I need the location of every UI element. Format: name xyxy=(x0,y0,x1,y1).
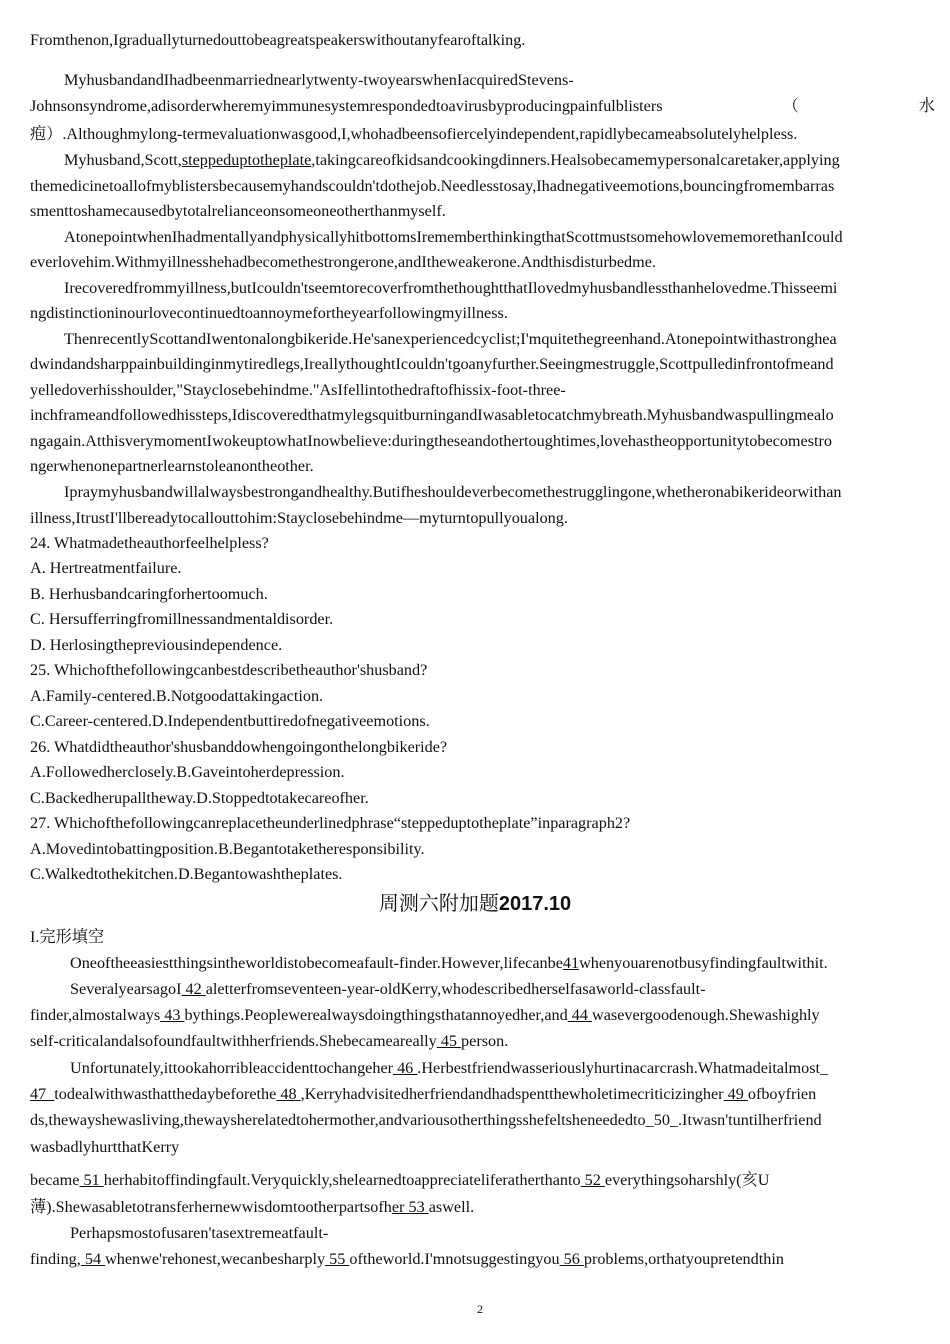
text-line: inchframeandfollowedhissteps,IdiscoveredthatmylegsquitburningandIwasabletocatchmybreath.Myhusbandwaspullingmealo xyxy=(30,406,834,424)
text-segment: .Herbestfriendwasseriouslyhurtinacarcrash.Whatmadeitalmost_ xyxy=(417,1059,829,1077)
question-27: 27. Whichofthefollowingcanreplacetheunderlinedphrase“steppeduptotheplate”inparagraph2? xyxy=(30,814,631,832)
text-line: themedicinetoallofmyblistersbecausemyhandscouldn'tdothejob.Needlesstosay,Ihadnegativeemotions,bouncingfromembarras xyxy=(30,177,835,195)
text-line: ngagain.AtthisverymomentIwokeuptowhatInowbelieve:duringtheseandothertoughtimes,lovehastheopportunitytobecomestro xyxy=(30,432,832,450)
blank-44: 44 xyxy=(567,1006,593,1024)
section-label: I.完形填空 xyxy=(30,928,105,946)
text-segment: person. xyxy=(461,1032,509,1050)
blank-54: 54 xyxy=(80,1250,106,1268)
section-heading xyxy=(0,891,950,919)
heading-text: 周测六附加题 xyxy=(378,893,499,915)
page-number: 2 xyxy=(477,1302,483,1316)
text-line xyxy=(30,1249,935,1271)
text-line: 疱）.Althoughmylong-termevaluationwasgood,I,whohadbeensofiercelyindependent,rapidlybecameabsolutelyhelpless. xyxy=(30,125,798,143)
text-line: ThenrecentlyScottandIwentonalongbikeride.He'sanexperiencedcyclist;I'mquitethegreenhand.Atonepointwithastronghea xyxy=(64,330,837,348)
text-segment: wasevergoodenough.Shewashighly xyxy=(592,1006,820,1024)
text-line: dwindandsharppainbuildinginmytiredlegs,IreallythoughtIcouldn'tgoanyfurther.Seeingmestruggle,Scottpulledinfrontofmeand xyxy=(30,355,834,373)
text-line xyxy=(30,96,935,118)
option-24-a: A. Hertreatmentfailure. xyxy=(30,559,182,577)
text-line: wasbadlyhurtthatKerry xyxy=(30,1138,180,1156)
blank-42: 42 xyxy=(181,980,206,998)
text-segment: everythingsoharshly(亥U xyxy=(604,1171,770,1189)
text-line: ngerwhenonepartnerlearnstoleanontheother. xyxy=(30,457,314,475)
options-27-ab: A.Movedintobattingposition.B.Begantotaketheresponsibility. xyxy=(30,840,425,858)
text-segment: self-criticalandalsofoundfaultwithherfriends.Shebecameareally xyxy=(30,1032,437,1050)
blank-43: 43 xyxy=(160,1006,185,1024)
blank-45: 45 xyxy=(436,1032,462,1050)
text-segment: ,Kerryhadvisitedherfriendandhadspentthewholetimecriticizingher xyxy=(300,1085,724,1103)
options-25-ab: A.Family-centered.B.Notgoodattakingaction. xyxy=(30,687,324,705)
text-segment: finding, xyxy=(30,1250,81,1268)
text-line: ngdistinctioninourlovecontinuedtoannoymefortheyearfollowingmyillness. xyxy=(30,304,508,322)
question-24: 24. Whatmadetheauthorfeelhelpless? xyxy=(30,534,269,552)
option-24-b: B. Herhusbandcaringforhertoomuch. xyxy=(30,585,268,603)
text-line xyxy=(70,953,935,975)
blank-47: 47_ xyxy=(30,1085,55,1103)
text-segment: 薄).Shewasabletotransferhernewwisdomtootherpartsofh xyxy=(30,1198,392,1216)
text-line: Fromthenon,Igraduallyturnedouttobeagreatspeakerswithoutanyfearoftalking. xyxy=(30,31,526,49)
text-line xyxy=(30,1005,935,1027)
blank-51: 51 xyxy=(79,1171,104,1189)
text-segment: ofboyfrien xyxy=(747,1085,817,1103)
text-segment: whenwe'rehonest,wecanbesharply xyxy=(105,1250,326,1268)
text-line xyxy=(30,1031,935,1053)
text-segment: oftheworld.I'mnotsuggestingyou xyxy=(349,1250,560,1268)
blank-46: 46 xyxy=(393,1059,418,1077)
option-24-d: D. Herlosingthepreviousindependence. xyxy=(30,636,283,654)
text-segment: SeveralyearsagoI xyxy=(70,980,182,998)
options-27-cd: C.Walkedtothekitchen.D.Begantowashtheplates. xyxy=(30,865,343,883)
text-segment: aswell. xyxy=(428,1198,475,1216)
text-line: AtonepointwhenIhadmentallyandphysicallyhitbottomsIrememberthinkingthatScottmustsomehowlovememorethanIcould xyxy=(64,228,843,246)
blank-49: 49 xyxy=(723,1085,748,1103)
question-25: 25. Whichofthefollowingcanbestdescribetheauthor'shusband? xyxy=(30,661,428,679)
text-segment: Unfortunately,ittookahorribleaccidenttochangeher xyxy=(70,1059,394,1077)
blank-55: 55 xyxy=(325,1250,350,1268)
text-segment: herhabitoffindingfault.Veryquickly,shelearnedtoappreciateliferatherthanto xyxy=(103,1171,581,1189)
text-line xyxy=(30,1084,935,1106)
option-24-c: C. Hersufferringfromillnessandmentaldisorder. xyxy=(30,610,334,628)
text-segment: todealwithwasthatthedaybeforethe xyxy=(54,1085,277,1103)
options-26-cd: C.Backedherupalltheway.D.Stoppedtotakecareofher. xyxy=(30,789,369,807)
text-segment: finder,almostalways xyxy=(30,1006,161,1024)
text-line: yelledoverhisshoulder,"Stayclosebehindme."AsIfellintothedraftofhissix-foot-three- xyxy=(30,381,566,399)
blank-53: er 53 xyxy=(391,1198,429,1216)
text-segment: bythings.Peoplewerealwaysdoingthingsthatannoyedher,and xyxy=(184,1006,568,1024)
blank-56: 56 xyxy=(559,1250,584,1268)
text-line: Perhapsmostofusaren'tasextremeatfault- xyxy=(70,1224,329,1242)
text-segment: became xyxy=(30,1171,80,1189)
options-25-cd: C.Career-centered.D.Independentbuttiredofnegativeemotions. xyxy=(30,712,430,730)
text-line: smenttoshamecausedbytotalrelianceonsomeoneotherthanmyself. xyxy=(30,202,446,220)
text-segment: problems,orthatyoupretendthin xyxy=(583,1250,784,1268)
text-segment: （ xyxy=(782,97,799,115)
text-line xyxy=(70,979,935,1001)
blank-48: 48 xyxy=(276,1085,301,1103)
text-line: everlovehim.Withmyillnesshehadbecomethestrongerone,andItheweakerone.Andthisdisturbedme. xyxy=(30,253,656,271)
blank-41: 41 xyxy=(562,954,580,972)
text-segment: whenyouarenotbusyfindingfaultwithit. xyxy=(579,954,828,972)
text-segment: Myhusband,Scott, xyxy=(64,151,182,169)
text-line: illness,ItrustI'llbereadytocallouttohim:Stayclosebehindme—myturntopullyoualong. xyxy=(30,509,568,527)
text-line xyxy=(30,1170,935,1192)
text-segment: ,takingcareofkidsandcookingdinners.Healsobecamemypersonalcaretaker,applying xyxy=(311,151,840,169)
text-segment: Johnsonsyndrome,adisorderwheremyimmunesystemrespondedtoavirusbyproducingpainfulblisters xyxy=(30,97,663,115)
blank-52: 52 xyxy=(580,1171,605,1189)
text-line: MyhusbandandIhadbeenmarriednearlytwenty-twoyearswhenIacquiredStevens- xyxy=(64,71,574,89)
text-line xyxy=(64,150,935,172)
options-26-ab: A.Followedherclosely.B.Gaveintoherdepression. xyxy=(30,763,345,781)
text-line: Ipraymyhusbandwillalwaysbestrongandhealthy.Butifheshouldeverbecomethestrugglingone,whetheronabikerideorwithan xyxy=(64,483,842,501)
text-line: ds,thewayshewasliving,thewaysherelatedtohermother,andvariousotherthingsshefeltsheneededto_50_.Itwasn'tuntilherfriend xyxy=(30,1111,822,1129)
underlined-phrase: steppeduptotheplate xyxy=(181,151,312,169)
text-segment: 水 xyxy=(918,97,935,115)
text-line xyxy=(30,1197,935,1219)
text-line xyxy=(70,1058,935,1080)
question-26: 26. Whatdidtheauthor'shusbanddowhengoingonthelongbikeride? xyxy=(30,738,448,756)
heading-year: 2017.10 xyxy=(498,893,572,915)
text-segment: aletterfromseventeen-year-oldKerry,whodescribedherselfasaworld-classfault- xyxy=(205,980,706,998)
text-line: Irecoveredfrommyillness,butIcouldn'tseemtorecoverfromthethoughtthatIlovedmyhusbandlessthanhelovedme.Thisseemi xyxy=(64,279,838,297)
text-segment: Oneoftheeasiestthingsintheworldistobecomeafault-finder.However,lifecanbe xyxy=(70,954,563,972)
